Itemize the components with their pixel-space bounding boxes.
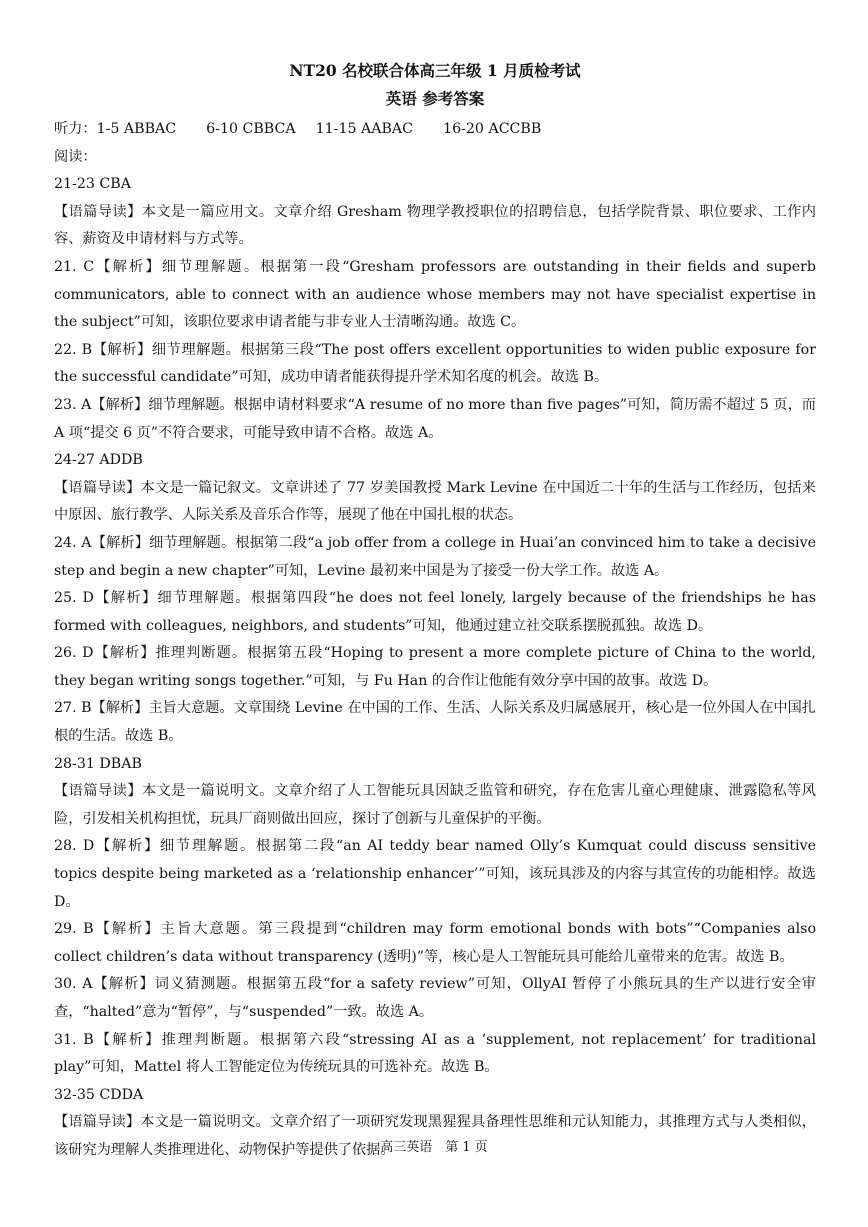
answer-explanation: 21. C【解析】细节理解题。根据第一段“Gresham professors are outstanding in their fields and superb communicators, able to connect with an audience whose members may not have specialist expertise in the subject”可知，该职位要求申请者能与非专业人士清晰沟通。故选 C。	[54, 258, 816, 331]
page-title: NT20 名校联合体高三年级 1 月质检考试	[289, 61, 581, 80]
reading-answers	[54, 171, 816, 1164]
answer-explanation: 30. A【解析】词义猜测题。根据第五段“for a safety review”可知，OllyAI 暂停了小熊玩具的生产以进行安全审查，“halted”意为“暂停”，与“suspended”一致。故选 A。	[54, 976, 816, 1020]
listening-group: 11-15 AABAC	[315, 121, 414, 137]
passage-summary: 【语篇导读】本文是一篇记叙文。文章讲述了 77 岁美国教授 Mark Levine 在中国近二十年的生活与工作经历，包括来中原因、旅行教学、人际关系及音乐合作等，展现了他在中国扎根的状态。	[54, 479, 816, 524]
listening-label: 听力：	[54, 121, 97, 137]
page-footer: 高三英语 第 1 页	[380, 1140, 488, 1155]
answer-range: 24-27 ADDB	[54, 452, 143, 469]
passage-summary: 【语篇导读】本文是一篇说明文。文章介绍了人工智能玩具因缺乏监管和研究，存在危害儿童心理健康、泄露隐私等风险，引发相关机构担忧，玩具厂商则做出回应，探讨了创新与儿童保护的平衡。	[54, 783, 816, 827]
reading-label: 阅读：	[54, 148, 97, 165]
answer-range: 32-35 CDDA	[54, 1086, 144, 1103]
answer-explanation: 26. D【解析】推理判断题。根据第五段“Hoping to present a more complete picture of China to the world, they began writing songs together.”可知，与 Fu Han 的合作让他能有效分享中国的故事。故选 D。	[54, 645, 816, 689]
answer-explanation: 28. D【解析】细节理解题。根据第二段“an AI teddy bear named Olly’s Kumquat could discuss sensitive topics despite being marketed as a ‘relationship enhancer’”可知，该玩具涉及的内容与其宣传的功能相悖。故选 D。	[54, 838, 816, 910]
listening-answers	[54, 116, 816, 144]
answer-explanation: 31. B【解析】推理判断题。根据第六段“stressing AI as a ‘supplement, not replacement’ for traditional play”可知，Mattel 将人工智能定位为传统玩具的可选补充。故选 B。	[54, 1031, 816, 1076]
answer-explanation: 27. B【解析】主旨大意题。文章围绕 Levine 在中国的工作、生活、人际关系及归属感展开，核心是一位外国人在中国扎根的生活。故选 B。	[54, 700, 816, 745]
listening-group: 6-10 CBBCA	[206, 121, 296, 137]
listening-group: 16-20 ACCBB	[443, 121, 542, 137]
page-subtitle: 英语 参考答案	[385, 89, 485, 108]
answer-range: 28-31 DBAB	[54, 755, 142, 772]
answer-explanation: 25. D【解析】细节理解题。根据第四段“he does not feel lonely, largely because of the friendships he has formed with colleagues, neighbors, and students”可知，他通过建立社交联系摆脱孤独。故选 D。	[54, 590, 816, 634]
listening-group: 1-5 ABBAC	[96, 121, 177, 137]
answer-explanation: 23. A【解析】细节理解题。根据申请材料要求“A resume of no more than five pages”可知，简历需不超过 5 页，而 A 项“提交 6 页”不符合要求，可能导致申请不合格。故选 A。	[54, 396, 816, 441]
passage-summary: 【语篇导读】本文是一篇说明文。文章介绍了一项研究发现黑猩猩具备理性思维和元认知能力，其推理方式与人类相似，该研究为理解人类推理进化、动物保护等提供了依据。	[54, 1114, 816, 1158]
passage-summary: 【语篇导读】本文是一篇应用文。文章介绍 Gresham 物理学教授职位的招聘信息，包括学院背景、职位要求、工作内容、薪资及申请材料与方式等。	[54, 203, 816, 248]
answer-explanation: 24. A【解析】细节理解题。根据第二段“a job offer from a college in Huai’an convinced him to take a decisive step and begin a new chapter”可知，Levine 最初来中国是为了接受一份大学工作。故选 A。	[54, 534, 816, 579]
answer-explanation: 22. B【解析】细节理解题。根据第三段“The post offers excellent opportunities to widen public exposure for the successful candidate”可知，成功申请者能获得提升学术知名度的机会。故选 B。	[54, 341, 816, 386]
answer-explanation: 29. B【解析】主旨大意题。第三段提到“children may form emotional bonds with bots”“Companies also collect children’s data without transparency (透明)”等，核心是人工智能玩具可能给儿童带来的危害。故选 B。	[54, 921, 816, 965]
answer-range: 21-23 CBA	[54, 176, 131, 193]
